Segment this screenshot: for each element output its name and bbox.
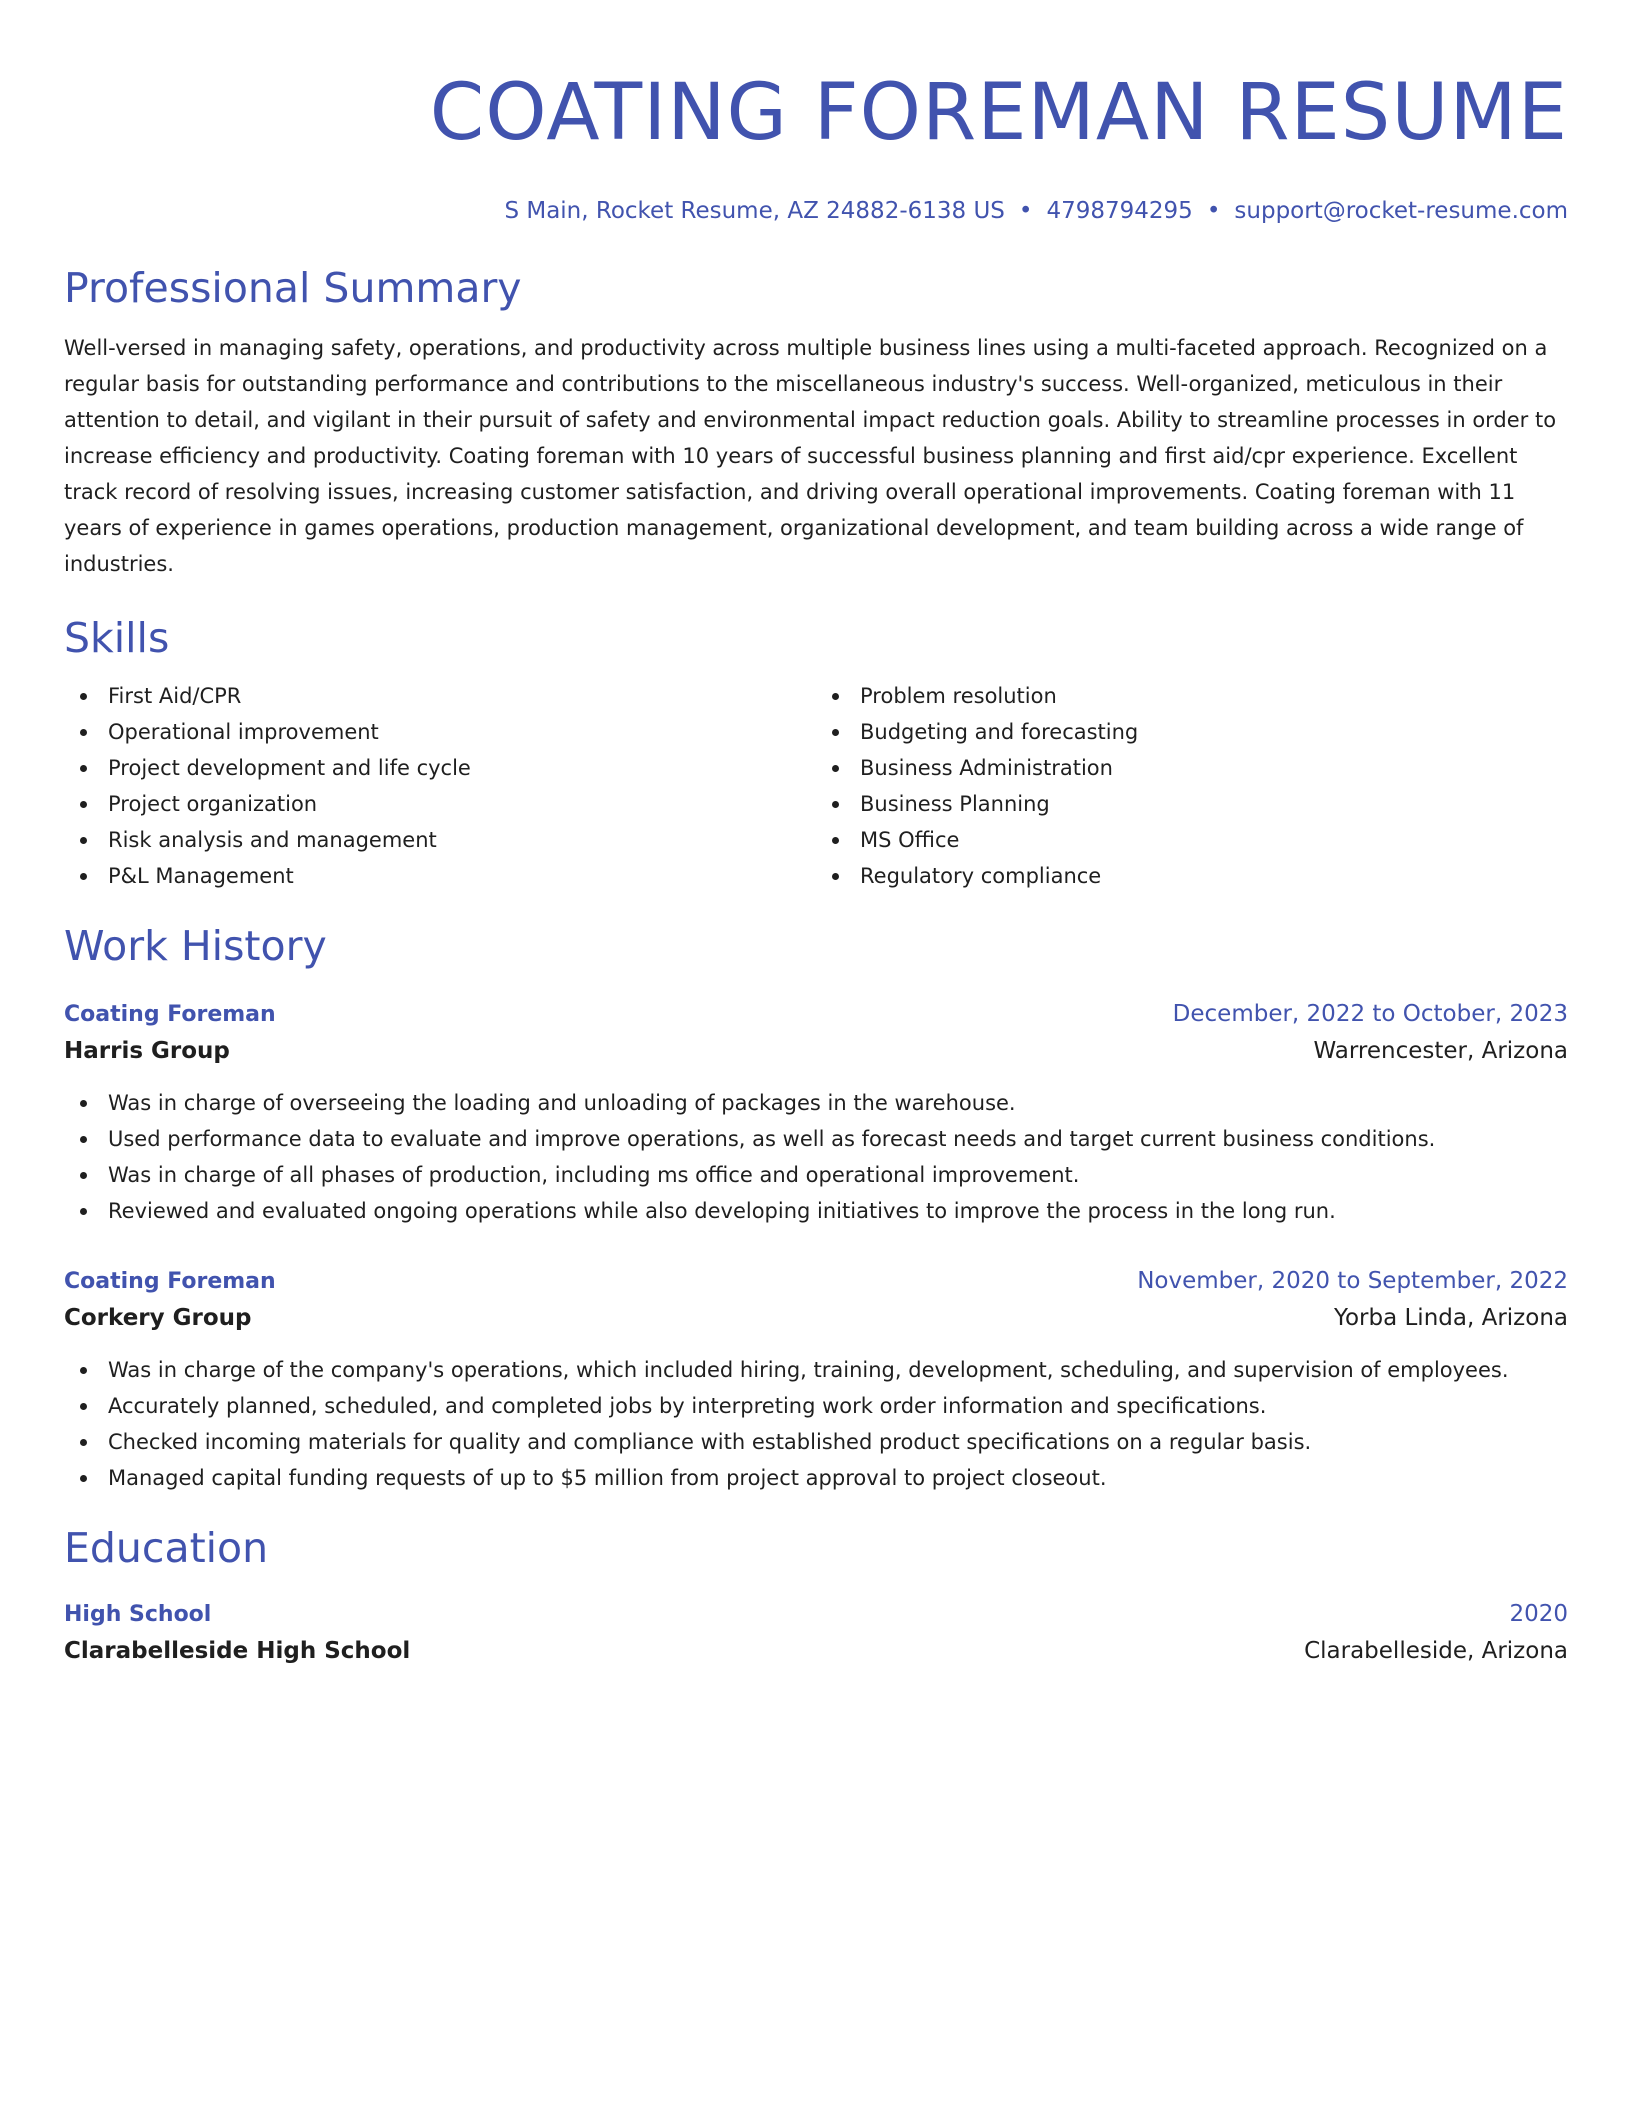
section-title-skills: Skills [64, 614, 170, 662]
job-duty-item: Accurately planned, scheduled, and completed jobs by interpreting work order information and specifications. [64, 1388, 1568, 1424]
contact-separator: • [1206, 198, 1221, 224]
job-entry [64, 1263, 1568, 1496]
skill-item: P&L Management [64, 858, 816, 894]
skill-item: Business Planning [816, 786, 1568, 822]
skill-item: First Aid/CPR [64, 678, 816, 714]
job-dates: December, 2022 to October, 2023 [1172, 1001, 1568, 1027]
job-company-row [64, 1033, 1568, 1069]
skill-item: Project organization [64, 786, 816, 822]
skill-item: Business Administration [816, 750, 1568, 786]
resume-header [64, 62, 1568, 226]
education-header-row [64, 1596, 1568, 1633]
job-duty-item: Used performance data to evaluate and improve operations, as well as forecast needs and target current business conditions. [64, 1121, 1568, 1157]
job-entry [64, 996, 1568, 1229]
job-duties-list [64, 1085, 1568, 1229]
professional-summary-section [64, 262, 1568, 582]
resume-title: COATING FOREMAN RESUME [429, 68, 1568, 158]
summary-text: Well-versed in managing safety, operations, and productivity across multiple business lines using a multi-faceted approach. Recognized on a regular basis for outstanding performance and contributions to the miscellaneous industry's success. Well-organized, meticulous in their attention to detail, and vigilant in their pursuit of safety and environmental impact reduction goals. Ability to streamline processes in order to increase efficiency and productivity. Coating foreman with 10 years of successful business planning and first aid/cpr experience. Excellent track record of resolving issues, increasing customer satisfaction, and driving overall operational improvements. Coating foreman with 11 years of experience in games operations, production management, organizational development, and team building across a wide range of industries. [64, 336, 1557, 576]
section-title-summary: Professional Summary [64, 264, 522, 312]
education-year: 2020 [1509, 1601, 1568, 1627]
contact-address: S Main, Rocket Resume, AZ 24882-6138 US [504, 198, 1005, 224]
education-school-row [64, 1633, 1568, 1669]
contact-separator: • [1018, 198, 1033, 224]
education-location: Clarabelleside, Arizona [1304, 1638, 1568, 1664]
education-school: Clarabelleside High School [64, 1638, 411, 1664]
skills-columns [64, 678, 1568, 894]
job-location: Yorba Linda, Arizona [1333, 1305, 1568, 1331]
job-duties-list [64, 1352, 1568, 1496]
job-duty-item: Reviewed and evaluated ongoing operations while also developing initiatives to improve the process in the long run. [64, 1193, 1568, 1229]
skill-item: Project development and life cycle [64, 750, 816, 786]
skill-item: Budgeting and forecasting [816, 714, 1568, 750]
job-duty-item: Managed capital funding requests of up to $5 million from project approval to project closeout. [64, 1460, 1568, 1496]
education-section [64, 1522, 1568, 1669]
skills-section [64, 612, 1568, 894]
job-duty-item: Was in charge of all phases of production, including ms office and operational improvement. [64, 1157, 1568, 1193]
job-company: Corkery Group [64, 1305, 252, 1331]
job-company: Harris Group [64, 1038, 230, 1064]
education-entry [64, 1596, 1568, 1669]
skill-item: MS Office [816, 822, 1568, 858]
job-location: Warrencester, Arizona [1313, 1038, 1568, 1064]
work-history-section [64, 920, 1568, 1496]
job-header-row [64, 1263, 1568, 1300]
job-title: Coating Foreman [64, 1002, 276, 1027]
job-header-row [64, 996, 1568, 1033]
job-duty-item: Checked incoming materials for quality and compliance with established product specifications on a regular basis. [64, 1424, 1568, 1460]
contact-phone: 4798794295 [1046, 198, 1193, 224]
skill-item: Problem resolution [816, 678, 1568, 714]
job-dates: November, 2020 to September, 2022 [1137, 1268, 1568, 1294]
skill-item: Operational improvement [64, 714, 816, 750]
job-duty-item: Was in charge of overseeing the loading and unloading of packages in the warehouse. [64, 1085, 1568, 1121]
skills-list-right [816, 678, 1568, 894]
job-title: Coating Foreman [64, 1269, 276, 1294]
job-company-row [64, 1300, 1568, 1336]
section-title-work-history: Work History [64, 922, 327, 970]
contact-line [64, 196, 1568, 226]
education-degree: High School [64, 1602, 212, 1627]
contact-email: support@rocket-resume.com [1234, 198, 1568, 224]
job-duty-item: Was in charge of the company's operations, which included hiring, training, development, scheduling, and supervision of employees. [64, 1352, 1568, 1388]
skill-item: Risk analysis and management [64, 822, 816, 858]
section-title-education: Education [64, 1524, 269, 1572]
skill-item: Regulatory compliance [816, 858, 1568, 894]
skills-list-left [64, 678, 816, 894]
